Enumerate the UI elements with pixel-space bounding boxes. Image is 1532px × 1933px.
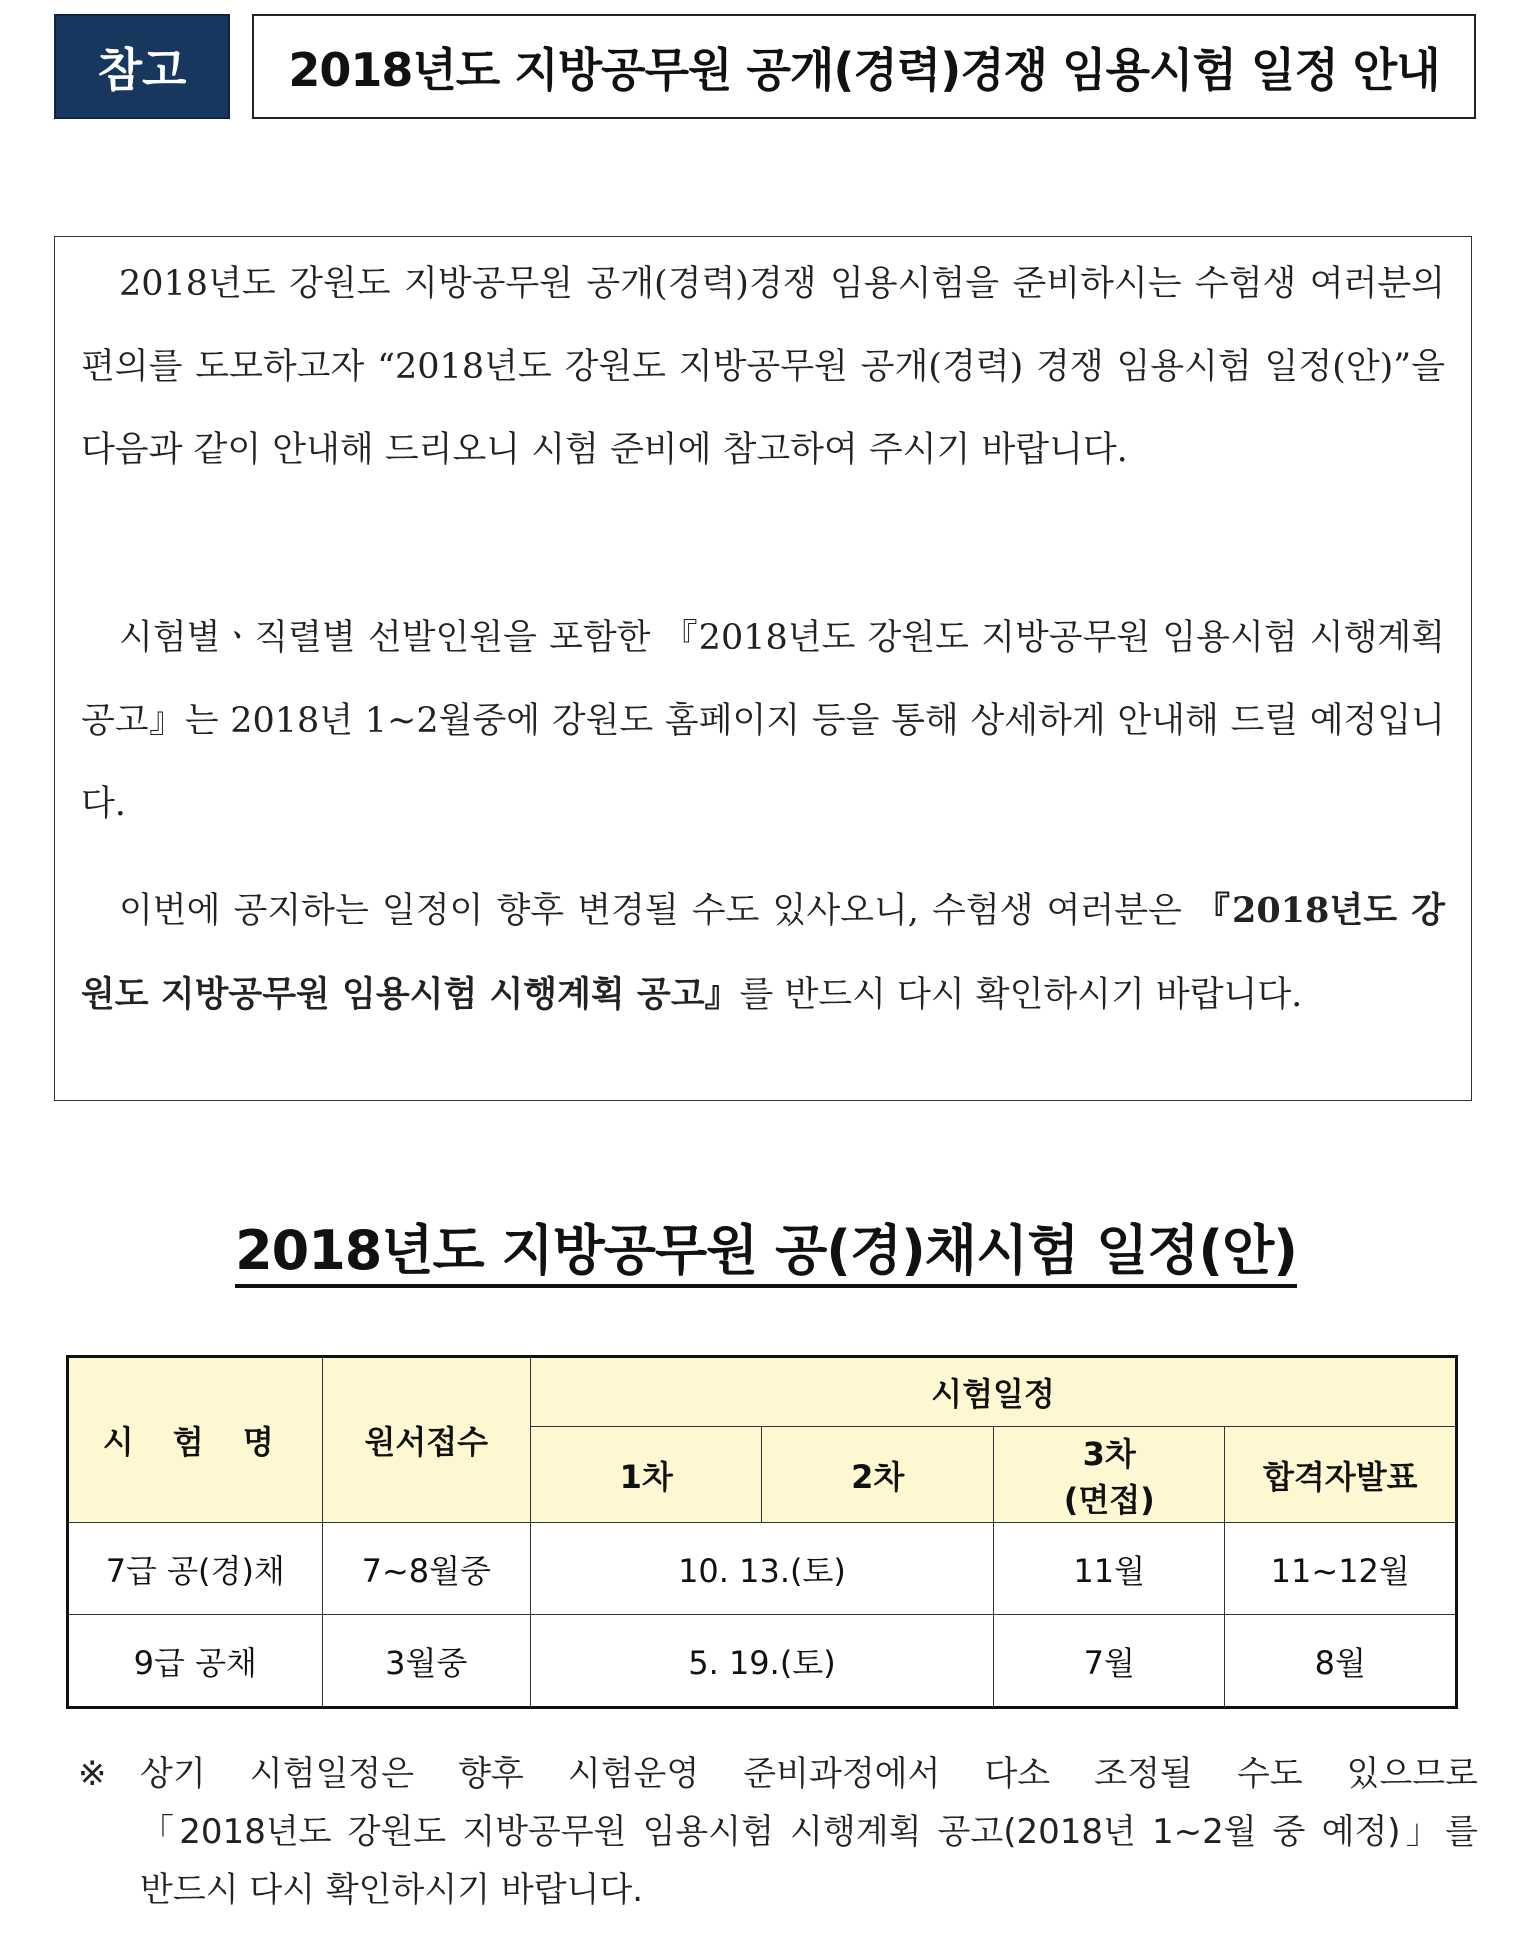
notice-box	[54, 236, 1472, 1101]
notice-paragraph-2: 시험별ㆍ직렬별 선발인원을 포함한 『2018년도 강원도 지방공무원 임용시험 시행계획 공고』는 2018년 1~2월중에 강원도 홈페이지 등을 통해 상세하게 안내해 드릴 예정입니다.	[81, 618, 1445, 824]
result-cell: 8월	[1225, 1615, 1457, 1708]
schedule-title: 2018년도 지방공무원 공(경)채시험 일정(안)	[0, 1208, 1532, 1285]
header-third-round: 3차 (면접)	[993, 1427, 1225, 1523]
reference-mark-icon: ※	[78, 1754, 107, 1794]
result-cell: 11~12월	[1225, 1523, 1457, 1615]
exam-name-cell: 9급 공채	[68, 1615, 323, 1708]
announcement-reference: 『2018년도 강원도 지방공무원 임용시험 시행계획 공고』	[81, 890, 1446, 1015]
table-row	[68, 1615, 1457, 1708]
reference-badge: 참고	[54, 14, 230, 119]
header-result: 합격자발표	[1225, 1427, 1457, 1523]
header-application: 원서접수	[322, 1357, 530, 1523]
interview-cell: 7월	[993, 1615, 1225, 1708]
notice-paragraph-3: 이번에 공지하는 일정이 향후 변경될 수도 있사오니, 수험생 여러분은 『2018년도 강원도 지방공무원 임용시험 시행계획 공고』를 반드시 다시 확인하시기 바랍니다.	[81, 890, 1446, 1015]
header-first-round: 1차	[530, 1427, 762, 1523]
page-title: 2018년도 지방공무원 공개(경력)경쟁 임용시험 일정 안내	[252, 14, 1476, 119]
footnote-line-2: 「2018년도 강원도 지방공무원 임용시험 시행계획 공고(2018년 1~2월 중 예정)」를	[140, 1812, 1478, 1852]
application-cell: 7~8월중	[322, 1523, 530, 1615]
exam-date-cell: 5. 19.(토)	[530, 1615, 993, 1708]
notice-paragraph-1: 2018년도 강원도 지방공무원 공개(경력)경쟁 임용시험을 준비하시는 수험생 여러분의 편의를 도모하고자 “2018년도 강원도 지방공무원 공개(경력) 경쟁 임용시험 일정(안)”을 다음과 같이 안내해 드리오니 시험 준비에 참고하여 주시기 바랍니다.	[81, 264, 1445, 470]
exam-date-cell: 10. 13.(토)	[530, 1523, 993, 1615]
application-cell: 3월중	[322, 1615, 530, 1708]
table-row	[68, 1523, 1457, 1615]
schedule-table	[66, 1355, 1458, 1709]
footnote	[78, 1745, 1478, 1919]
footnote-line-3: 반드시 다시 확인하시기 바랍니다.	[140, 1870, 644, 1910]
header-exam-name: 시 험 명	[68, 1357, 323, 1523]
interview-cell: 11월	[993, 1523, 1225, 1615]
header-second-round: 2차	[762, 1427, 994, 1523]
footnote-line-1: ※ 상기 시험일정은 향후 시험운영 준비과정에서 다소 조정될 수도 있으므로	[78, 1745, 1478, 1803]
header-exam-schedule: 시험일정	[530, 1357, 1456, 1427]
exam-name-cell: 7급 공(경)채	[68, 1523, 323, 1615]
